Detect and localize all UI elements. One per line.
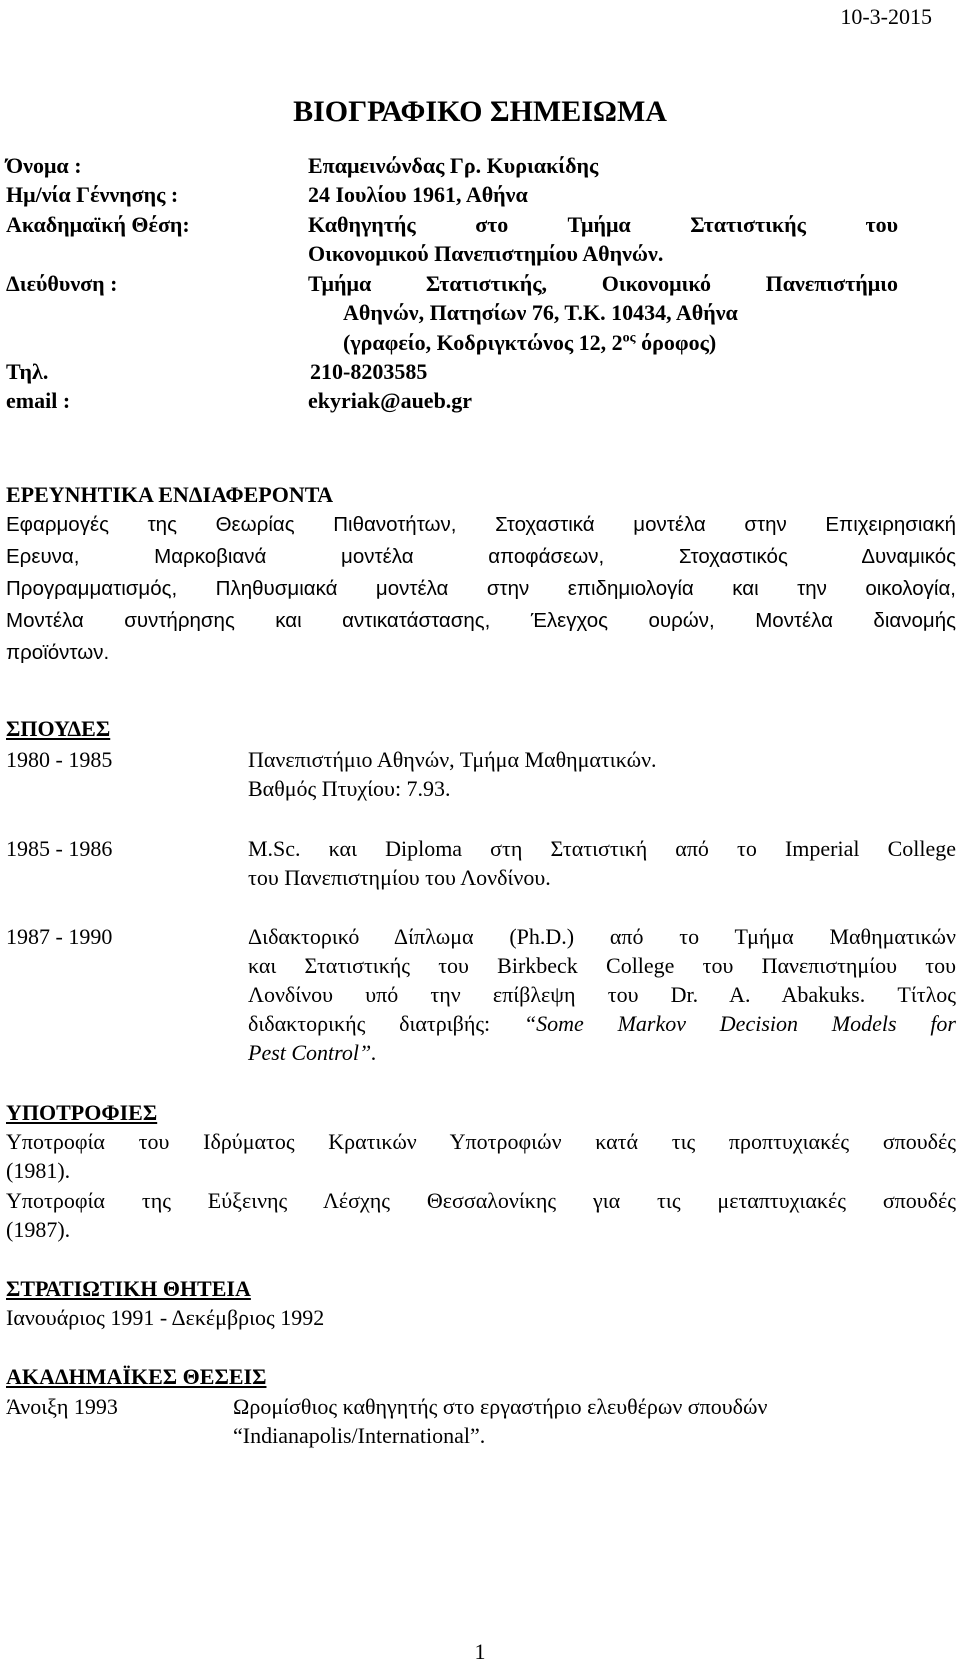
address-value-line1: Τμήμα Στατιστικής, Οικονομικό Πανεπιστήμιο bbox=[308, 271, 898, 296]
research-line: Προγραμματισμός, Πληθυσμιακά μοντέλα στην επιδημιολογία και την οικολογία, bbox=[6, 577, 956, 600]
research-paragraph bbox=[6, 509, 956, 669]
document-date: 10-3-2015 bbox=[840, 4, 932, 29]
study-description bbox=[248, 834, 956, 892]
address-value-line3 bbox=[343, 328, 960, 357]
academic-line: Ωρομίσθιος καθηγητής στο εργαστήριο ελευθέρων σπουδών bbox=[233, 1394, 768, 1419]
phone-value: 210-8203585 bbox=[310, 359, 428, 384]
academic-period: Άνοιξη 1993 bbox=[6, 1394, 118, 1419]
thesis-intro: διδακτορικής διατριβής: bbox=[248, 1011, 524, 1036]
dob-value: 24 Ιουλίου 1961, Αθήνα bbox=[308, 182, 528, 207]
research-line: προϊόντων. bbox=[6, 641, 110, 664]
page-number: 1 bbox=[474, 1639, 486, 1664]
study-line bbox=[248, 1009, 956, 1038]
address-line3-floor: όροφος) bbox=[635, 330, 717, 355]
study-line: Λονδίνου υπό την επίβλεψη του Dr. A. Abakuks. Τίτλος bbox=[248, 982, 956, 1007]
scholarship-line: Υποτροφία της Εύξεινης Λέσχης Θεσσαλονίκης για τις μεταπτυχιακές σπουδές bbox=[6, 1188, 956, 1213]
research-line: Ερευνα, Μαρκοβιανά μοντέλα αποφάσεων, Στοχαστικός Δυναμικός bbox=[6, 545, 956, 568]
study-years: 1985 - 1986 bbox=[6, 836, 113, 861]
academic-line: “Indianapolis/International”. bbox=[233, 1423, 486, 1448]
position-value-line1: Καθηγητής στο Τμήμα Στατιστικής του bbox=[308, 212, 898, 237]
study-line bbox=[248, 1038, 956, 1067]
thesis-title-end: Pest Control”. bbox=[248, 1040, 377, 1065]
scholarship-year: (1981). bbox=[6, 1158, 71, 1183]
name-value: Επαμεινώνδας Γρ. Κυριακίδης bbox=[308, 153, 599, 178]
research-heading: ΕΡΕΥΝΗΤΙΚΑ ΕΝΔΙΑΦΕΡΟΝΤΑ bbox=[6, 482, 334, 507]
email-label: email : bbox=[6, 388, 71, 413]
scholarship-line: Υποτροφία του Ιδρύματος Κρατικών Υποτροφιών κατά τις προπτυχιακές σπουδές bbox=[6, 1129, 956, 1154]
studies-heading: ΣΠΟΥΔΕΣ bbox=[6, 716, 111, 741]
military-period: Ιανουάριος 1991 - Δεκέμβριος 1992 bbox=[6, 1305, 325, 1330]
scholarships-heading: ΥΠΟΤΡΟΦΙΕΣ bbox=[6, 1100, 158, 1125]
study-line: και Στατιστικής του Birkbeck College του Πανεπιστημίου του bbox=[248, 953, 956, 978]
position-value-line2: Οικονομικού Πανεπιστημίου Αθηνών. bbox=[308, 241, 664, 266]
email-value: ekyriak@aueb.gr bbox=[308, 388, 473, 413]
scholarship-item bbox=[6, 1186, 956, 1244]
dob-label: Ημ/νία Γέννησης : bbox=[6, 182, 179, 207]
study-line: του Πανεπιστημίου του Λονδίνου. bbox=[248, 865, 551, 890]
study-line: M.Sc. και Diploma στη Στατιστική από το Imperial College bbox=[248, 836, 956, 861]
research-line: Εφαρμογές της Θεωρίας Πιθανοτήτων, Στοχαστικά μοντέλα στην Επιχειρησιακή bbox=[6, 513, 956, 536]
study-line: Πανεπιστήμιο Αθηνών, Τμήμα Μαθηματικών. bbox=[248, 747, 657, 772]
phone-label: Τηλ. bbox=[6, 359, 49, 384]
study-description bbox=[248, 745, 956, 803]
research-line: Μοντέλα συντήρησης και αντικατάστασης, Έλεγχος ουρών, Μοντέλα διανομής bbox=[6, 609, 956, 632]
scholarship-item bbox=[6, 1127, 956, 1185]
address-value-line2: Αθηνών, Πατησίων 76, Τ.Κ. 10434, Αθήνα bbox=[343, 300, 738, 325]
study-line: Βαθμός Πτυχίου: 7.93. bbox=[248, 776, 451, 801]
position-label: Ακαδημαϊκή Θέση: bbox=[6, 212, 190, 237]
address-line3-text: (γραφείο, Κοδριγκτώνος 12, 2 bbox=[343, 330, 623, 355]
study-years: 1980 - 1985 bbox=[6, 747, 113, 772]
name-label: Όνομα : bbox=[6, 153, 82, 178]
scholarship-year: (1987). bbox=[6, 1217, 71, 1242]
thesis-title: “Some Markov Decision Models for bbox=[523, 1011, 956, 1036]
academic-description bbox=[233, 1392, 956, 1450]
study-line: Διδακτορικό Δίπλωμα (Ph.D.) από το Τμήμα Μαθηματικών bbox=[248, 924, 956, 949]
floor-ordinal-sup: ος bbox=[622, 330, 636, 346]
address-label: Διεύθυνση : bbox=[6, 271, 118, 296]
study-description bbox=[248, 922, 956, 1067]
study-years: 1987 - 1990 bbox=[6, 924, 113, 949]
page-title: ΒΙΟΓΡΑΦΙΚΟ ΣΗΜΕΙΩΜΑ bbox=[293, 95, 667, 128]
academic-heading: ΑΚΑΔΗΜΑΪΚΕΣ ΘΕΣΕΙΣ bbox=[6, 1364, 267, 1389]
military-heading: ΣΤΡΑΤΙΩΤΙΚΗ ΘΗΤΕΙΑ bbox=[6, 1276, 251, 1301]
